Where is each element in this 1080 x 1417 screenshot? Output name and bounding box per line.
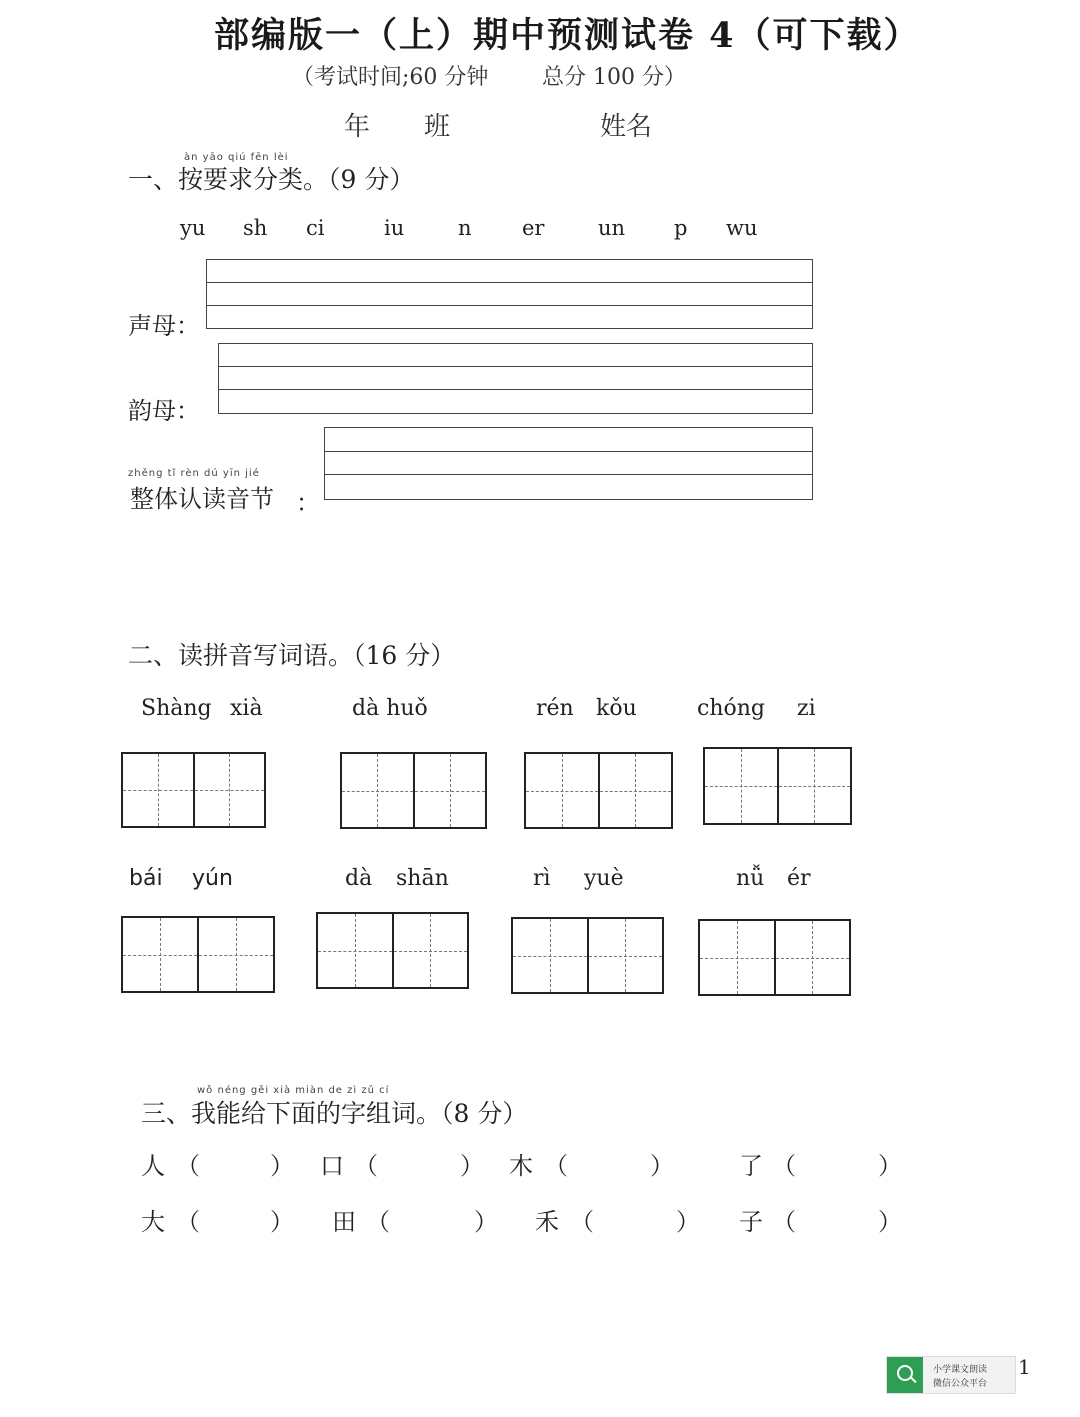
word-pinyin: rén bbox=[536, 696, 574, 721]
whole-syllable-answer-box[interactable] bbox=[324, 427, 813, 500]
pinyin-item: iu bbox=[384, 216, 405, 240]
finals-label: 韵母： bbox=[128, 397, 200, 425]
paren-close: ） bbox=[474, 1208, 498, 1236]
word-pinyin: shān bbox=[396, 866, 449, 891]
whole-syllable-colon: ： bbox=[296, 489, 320, 517]
writing-grid[interactable] bbox=[340, 752, 487, 829]
section2-title: 二、读拼音写词语。（16 分） bbox=[128, 641, 456, 670]
word-pinyin: zi bbox=[797, 696, 816, 721]
word-pinyin: chóng bbox=[697, 696, 765, 721]
word-pinyin: dà huǒ bbox=[352, 696, 428, 721]
pinyin-item: sh bbox=[243, 216, 268, 240]
char-item: 大 bbox=[141, 1208, 165, 1236]
word-pinyin: bái bbox=[129, 866, 163, 891]
pinyin-item: er bbox=[522, 216, 545, 240]
whole-syllable-pinyin: zhěng tǐ rèn dú yīn jié bbox=[128, 468, 260, 479]
exam-time: （考试时间;60 分钟 bbox=[292, 65, 489, 90]
word-pinyin: ér bbox=[787, 866, 811, 891]
paren-open: （ bbox=[354, 1152, 378, 1180]
exam-total: 总分 100 分） bbox=[542, 65, 686, 90]
char-item: 人 bbox=[141, 1152, 165, 1180]
word-pinyin: yún bbox=[192, 866, 233, 891]
grade-label: 年 bbox=[344, 112, 371, 142]
initials-answer-box[interactable] bbox=[206, 259, 813, 329]
paren-open: （ bbox=[176, 1208, 200, 1236]
paren-close: ） bbox=[270, 1208, 294, 1236]
paren-open: （ bbox=[570, 1208, 594, 1236]
word-pinyin: rì bbox=[533, 866, 551, 891]
char-item: 田 bbox=[332, 1208, 356, 1236]
paren-open: （ bbox=[772, 1208, 796, 1236]
section1-pinyin: àn yāo qiú fēn lèi bbox=[184, 152, 289, 163]
logo-line2: 微信公众平台 bbox=[933, 1379, 988, 1389]
word-pinyin: kǒu bbox=[596, 696, 637, 721]
writing-grid[interactable] bbox=[524, 752, 673, 829]
page-title: 部编版一（上）期中预测试卷 4（可下载） bbox=[214, 15, 921, 56]
name-label: 姓名 bbox=[600, 112, 653, 142]
pinyin-item: ci bbox=[306, 216, 325, 240]
paren-close: ） bbox=[878, 1152, 902, 1180]
wechat-logo bbox=[886, 1356, 1016, 1394]
char-item: 了 bbox=[739, 1152, 763, 1180]
pinyin-item: yu bbox=[180, 216, 206, 240]
writing-grid[interactable] bbox=[316, 912, 469, 989]
section3-title: 三、我能给下面的字组词。（8 分） bbox=[141, 1099, 528, 1128]
paren-close: ） bbox=[650, 1152, 674, 1180]
pinyin-item: un bbox=[598, 216, 626, 240]
writing-grid[interactable] bbox=[511, 917, 664, 994]
word-pinyin: dà bbox=[345, 866, 373, 891]
section1-title: 一、按要求分类。（9 分） bbox=[128, 165, 415, 194]
paren-close: ） bbox=[878, 1208, 902, 1236]
paren-open: （ bbox=[366, 1208, 390, 1236]
finals-answer-box[interactable] bbox=[218, 343, 813, 414]
writing-grid[interactable] bbox=[121, 752, 266, 828]
char-item: 口 bbox=[320, 1152, 344, 1180]
section3-pinyin: wǒ néng gěi xià miàn de zì zǔ cí bbox=[197, 1085, 390, 1096]
initials-label: 声母： bbox=[128, 312, 200, 340]
word-pinyin: yuè bbox=[584, 866, 624, 891]
paren-open: （ bbox=[544, 1152, 568, 1180]
paren-open: （ bbox=[176, 1152, 200, 1180]
writing-grid[interactable] bbox=[698, 919, 851, 996]
char-item: 禾 bbox=[535, 1208, 559, 1236]
char-item: 木 bbox=[509, 1152, 533, 1180]
paren-open: （ bbox=[772, 1152, 796, 1180]
class-label: 班 bbox=[424, 112, 451, 142]
pinyin-item: wu bbox=[726, 216, 758, 240]
logo-line1: 小学课文朗读 bbox=[933, 1365, 988, 1375]
pinyin-item: p bbox=[674, 216, 688, 240]
word-pinyin: xià bbox=[230, 696, 263, 721]
paren-close: ） bbox=[460, 1152, 484, 1180]
whole-syllable-label: 整体认读音节 bbox=[130, 485, 274, 513]
word-pinyin: nǚ bbox=[736, 866, 765, 891]
writing-grid[interactable] bbox=[121, 916, 275, 993]
paren-close: ） bbox=[270, 1152, 294, 1180]
char-item: 子 bbox=[739, 1208, 763, 1236]
pinyin-item: n bbox=[458, 216, 472, 240]
word-pinyin: Shàng bbox=[141, 696, 212, 721]
search-icon bbox=[887, 1357, 923, 1393]
writing-grid[interactable] bbox=[703, 747, 852, 825]
page-number: 1 bbox=[1018, 1355, 1031, 1379]
paren-close: ） bbox=[676, 1208, 700, 1236]
